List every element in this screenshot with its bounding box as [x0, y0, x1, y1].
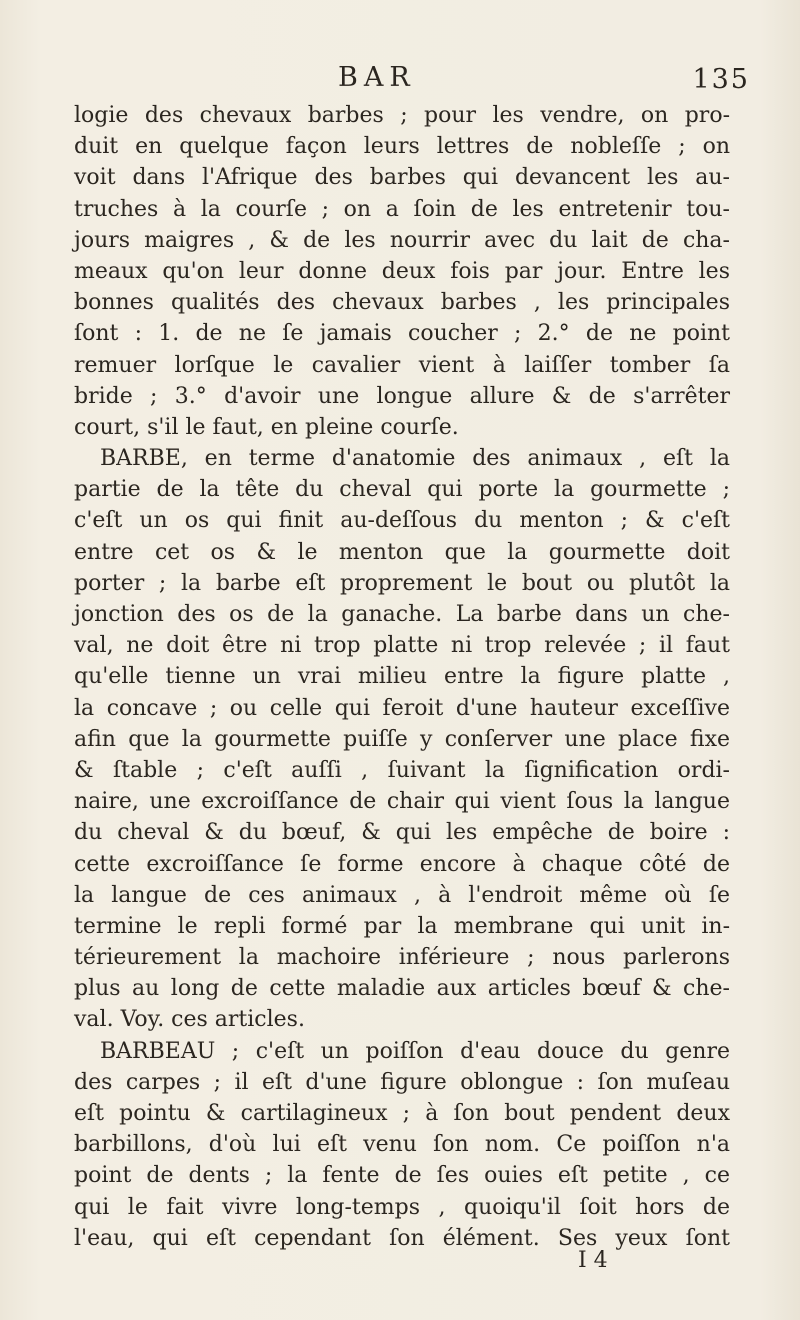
text-line: jours maigres , & de les nourrir avec du lait de cha- — [74, 227, 730, 253]
text-line: barbillons, d'où lui eſt venu ſon nom. Ce poiſſon n'a — [74, 1132, 730, 1158]
text-line: porter ; la barbe eſt proprement le bout ou plutôt la — [74, 570, 730, 596]
text-line: la concave ; ou celle qui feroit d'une hauteur exceſſive — [74, 695, 730, 721]
text-line: bonnes qualités des chevaux barbes , les principales — [74, 290, 730, 316]
text-line: la langue de ces animaux , à l'endroit même où ſe — [74, 882, 730, 908]
body-text — [74, 100, 730, 1254]
text-line: truches à la courſe ; on a ſoin de les entretenir tou- — [74, 196, 730, 222]
text-line: c'eſt un os qui finit au-deſſous du menton ; & c'eſt — [74, 508, 730, 534]
text-line: eſt pointu & cartilagineux ; à ſon bout pendent deux — [74, 1101, 730, 1126]
text-line: duit en quelque façon leurs lettres de nobleſſe ; on — [74, 134, 730, 160]
text-line: BARBEAU ; c'eſt un poiſſon d'eau douce du genre — [100, 1038, 730, 1064]
text-line: point de dents ; la fente de ſes ouies eſt petite , ce — [74, 1163, 730, 1189]
text-line: meaux qu'on leur donne deux fois par jour. Entre les — [74, 258, 730, 284]
text-line: bride ; 3.° d'avoir une longue allure & de s'arrêter — [74, 383, 730, 409]
text-line: remuer lorſque le cavalier vient à laiſſer tomber ſa — [74, 352, 730, 378]
text-line: afin que la gourmette puiſſe y conſerver une place fixe — [74, 726, 730, 752]
text-line: naire, une excroiſſance de chair qui vient ſous la langue — [74, 789, 730, 815]
page-header — [0, 62, 800, 102]
page-number: 135 — [692, 64, 750, 95]
text-line: plus au long de cette maladie aux articles bœuf & che- — [74, 976, 730, 1002]
text-line: l'eau, qui eſt cependant ſon élément. Ses yeux ſont — [74, 1225, 730, 1251]
text-line: & ſtable ; c'eſt auſſi , ſuivant la ſignification ordi- — [74, 757, 730, 783]
text-line: court, s'il le faut, en pleine courſe. — [74, 414, 459, 440]
printer-signature: I 4 — [578, 1248, 608, 1273]
text-line: entre cet os & le menton que la gourmette doit — [74, 539, 730, 565]
text-line: partie de la tête du cheval qui porte la gourmette ; — [74, 477, 730, 503]
text-line: du cheval & du bœuf, & qui les empêche de boire : — [74, 820, 730, 846]
text-line: jonction des os de la ganache. La barbe dans un che- — [74, 602, 730, 627]
text-line: BARBE, en terme d'anatomie des animaux , eſt la — [100, 446, 730, 472]
text-line: val, ne doit être ni trop platte ni trop relevée ; il faut — [74, 633, 730, 659]
text-line: termine le repli formé par la membrane qui unit in- — [74, 913, 730, 939]
text-line: ſont : 1. de ne ſe jamais coucher ; 2.° de ne point — [74, 321, 730, 347]
text-line: voit dans l'Afrique des barbes qui devancent les au- — [74, 165, 730, 191]
text-line: qu'elle tienne un vrai milieu entre la figure platte , — [74, 664, 730, 690]
text-line: logie des chevaux barbes ; pour les vendre, on pro- — [74, 103, 730, 128]
text-line: des carpes ; il eſt d'une figure oblongue : ſon muſeau — [74, 1069, 730, 1095]
running-head: BAR — [338, 62, 416, 93]
text-line: val. Voy. ces articles. — [74, 1007, 305, 1033]
text-line: térieurement la machoire inférieure ; nous parlerons — [74, 945, 730, 971]
text-line: qui le fait vivre long-temps , quoiqu'il ſoit hors de — [74, 1194, 730, 1220]
text-line: cette excroiſſance ſe forme encore à chaque côté de — [74, 851, 730, 877]
